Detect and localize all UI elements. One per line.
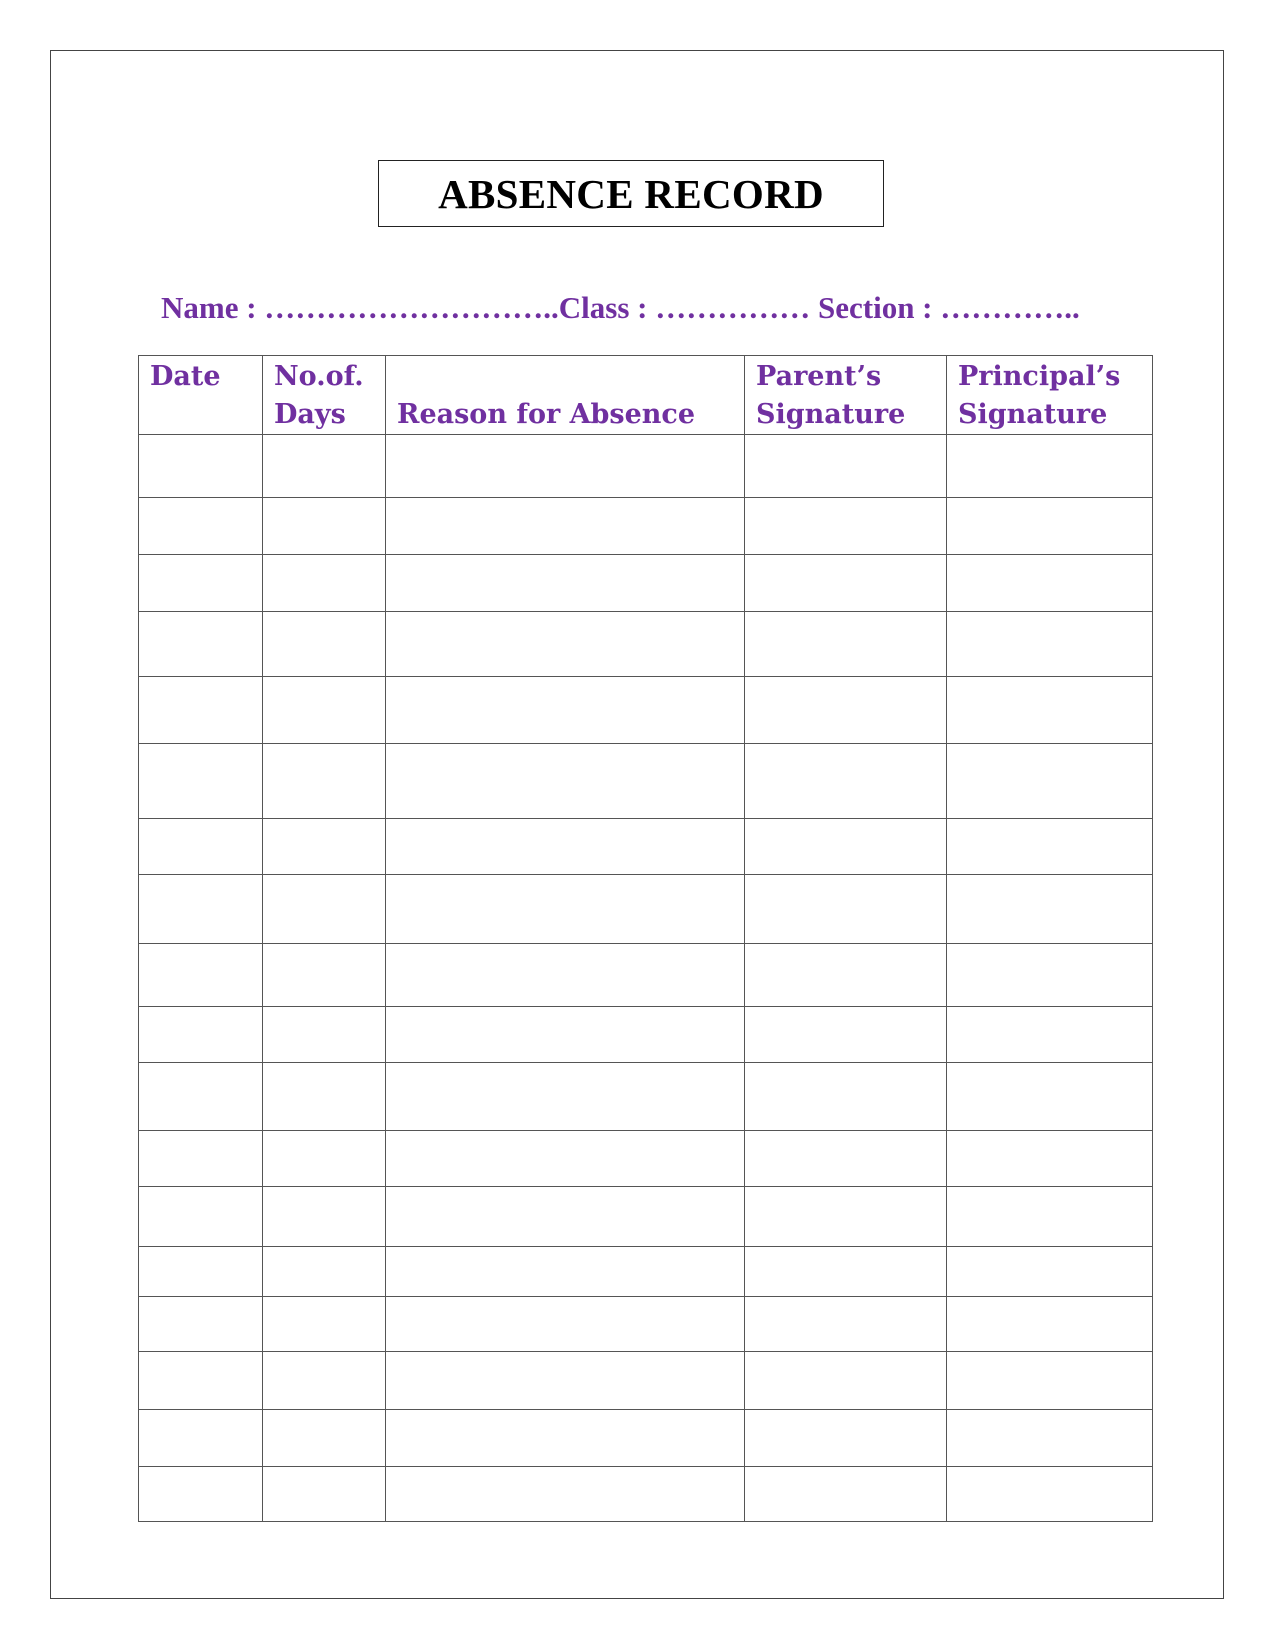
header-principal-signature: [947, 356, 1153, 435]
parent-signature-cell[interactable]: [745, 819, 947, 875]
header-days-line2: Days: [274, 399, 346, 430]
reason-cell[interactable]: [386, 944, 745, 1007]
reason-cell[interactable]: [386, 677, 745, 744]
table-row: [139, 435, 1153, 498]
reason-cell[interactable]: [386, 1131, 745, 1187]
principal-signature-cell[interactable]: [947, 1063, 1153, 1131]
principal-signature-cell[interactable]: [947, 1467, 1153, 1522]
table-row: [139, 1352, 1153, 1410]
parent-signature-cell[interactable]: [745, 435, 947, 498]
header-date-label: Date: [150, 361, 221, 392]
date-cell[interactable]: [139, 1467, 263, 1522]
header-reason-label: Reason for Absence: [397, 399, 696, 430]
principal-signature-cell[interactable]: [947, 555, 1153, 612]
date-cell[interactable]: [139, 1187, 263, 1247]
days-cell[interactable]: [263, 944, 386, 1007]
date-cell[interactable]: [139, 677, 263, 744]
table-row: [139, 1297, 1153, 1352]
name-label: Name :: [161, 290, 265, 325]
date-cell[interactable]: [139, 1297, 263, 1352]
header-reason: [386, 356, 745, 435]
principal-signature-cell[interactable]: [947, 612, 1153, 677]
days-cell[interactable]: [263, 498, 386, 555]
days-cell[interactable]: [263, 875, 386, 944]
parent-signature-cell[interactable]: [745, 1467, 947, 1522]
days-cell[interactable]: [263, 555, 386, 612]
parent-signature-cell[interactable]: [745, 875, 947, 944]
date-cell[interactable]: [139, 498, 263, 555]
date-cell[interactable]: [139, 819, 263, 875]
reason-cell[interactable]: [386, 744, 745, 819]
reason-cell[interactable]: [386, 819, 745, 875]
table-row: [139, 677, 1153, 744]
principal-signature-cell[interactable]: [947, 1131, 1153, 1187]
principal-signature-cell[interactable]: [947, 1352, 1153, 1410]
reason-cell[interactable]: [386, 1467, 745, 1522]
date-cell[interactable]: [139, 435, 263, 498]
date-cell[interactable]: [139, 1352, 263, 1410]
parent-signature-cell[interactable]: [745, 612, 947, 677]
name-field[interactable]: ………………………..: [264, 290, 559, 325]
reason-cell[interactable]: [386, 1187, 745, 1247]
principal-signature-cell[interactable]: [947, 435, 1153, 498]
table-row: [139, 612, 1153, 677]
header-parent-line2: Signature: [756, 399, 906, 430]
table-row: [139, 1187, 1153, 1247]
days-cell[interactable]: [263, 744, 386, 819]
principal-signature-cell[interactable]: [947, 819, 1153, 875]
table-row: [139, 555, 1153, 612]
table-row: [139, 819, 1153, 875]
table-row: [139, 875, 1153, 944]
header-parent-line1: Parent’s: [756, 361, 882, 392]
principal-signature-cell[interactable]: [947, 1247, 1153, 1297]
date-cell[interactable]: [139, 1063, 263, 1131]
table-row: [139, 944, 1153, 1007]
date-cell[interactable]: [139, 1247, 263, 1297]
parent-signature-cell[interactable]: [745, 744, 947, 819]
header-parent-signature: [745, 356, 947, 435]
parent-signature-cell[interactable]: [745, 944, 947, 1007]
table-row: [139, 1131, 1153, 1187]
principal-signature-cell[interactable]: [947, 744, 1153, 819]
reason-cell[interactable]: [386, 1297, 745, 1352]
section-label: Section :: [818, 290, 941, 325]
parent-signature-cell[interactable]: [745, 1247, 947, 1297]
parent-signature-cell[interactable]: [745, 1297, 947, 1352]
parent-signature-cell[interactable]: [745, 555, 947, 612]
reason-cell[interactable]: [386, 875, 745, 944]
date-cell[interactable]: [139, 612, 263, 677]
table-row: [139, 1063, 1153, 1131]
days-cell[interactable]: [263, 1297, 386, 1352]
reason-cell[interactable]: [386, 498, 745, 555]
header-principal-line1: Principal’s: [958, 361, 1121, 392]
parent-signature-cell[interactable]: [745, 1187, 947, 1247]
reason-cell[interactable]: [386, 612, 745, 677]
principal-signature-cell[interactable]: [947, 1007, 1153, 1063]
reason-cell[interactable]: [386, 435, 745, 498]
principal-signature-cell[interactable]: [947, 1410, 1153, 1467]
title-box: [378, 160, 884, 227]
reason-cell[interactable]: [386, 1007, 745, 1063]
section-field[interactable]: …………..: [940, 290, 1080, 325]
reason-cell[interactable]: [386, 1063, 745, 1131]
table-body: [139, 435, 1153, 1522]
reason-cell[interactable]: [386, 1247, 745, 1297]
days-cell[interactable]: [263, 1247, 386, 1297]
date-cell[interactable]: [139, 744, 263, 819]
days-cell[interactable]: [263, 612, 386, 677]
student-info-line: [161, 290, 1080, 326]
days-cell[interactable]: [263, 1467, 386, 1522]
parent-signature-cell[interactable]: [745, 498, 947, 555]
date-cell[interactable]: [139, 1007, 263, 1063]
absence-table: [138, 355, 1153, 1522]
table-row: [139, 498, 1153, 555]
date-cell[interactable]: [139, 555, 263, 612]
header-days: [263, 356, 386, 435]
table-header-row: [139, 356, 1153, 435]
days-cell[interactable]: [263, 819, 386, 875]
parent-signature-cell[interactable]: [745, 1063, 947, 1131]
date-cell[interactable]: [139, 1410, 263, 1467]
class-field[interactable]: ……………: [655, 290, 818, 325]
principal-signature-cell[interactable]: [947, 875, 1153, 944]
reason-cell[interactable]: [386, 1352, 745, 1410]
date-cell[interactable]: [139, 944, 263, 1007]
table-row: [139, 1467, 1153, 1522]
principal-signature-cell[interactable]: [947, 498, 1153, 555]
days-cell[interactable]: [263, 677, 386, 744]
days-cell[interactable]: [263, 1131, 386, 1187]
table-row: [139, 1410, 1153, 1467]
days-cell[interactable]: [263, 1410, 386, 1467]
page-title: ABSENCE RECORD: [438, 170, 824, 217]
parent-signature-cell[interactable]: [745, 1410, 947, 1467]
days-cell[interactable]: [263, 435, 386, 498]
table-row: [139, 1247, 1153, 1297]
days-cell[interactable]: [263, 1352, 386, 1410]
header-date: [139, 356, 263, 435]
parent-signature-cell[interactable]: [745, 677, 947, 744]
days-cell[interactable]: [263, 1007, 386, 1063]
parent-signature-cell[interactable]: [745, 1352, 947, 1410]
reason-cell[interactable]: [386, 555, 745, 612]
date-cell[interactable]: [139, 1131, 263, 1187]
principal-signature-cell[interactable]: [947, 677, 1153, 744]
parent-signature-cell[interactable]: [745, 1131, 947, 1187]
header-principal-line2: Signature: [958, 399, 1108, 430]
days-cell[interactable]: [263, 1063, 386, 1131]
table-row: [139, 1007, 1153, 1063]
table-row: [139, 744, 1153, 819]
principal-signature-cell[interactable]: [947, 944, 1153, 1007]
date-cell[interactable]: [139, 875, 263, 944]
principal-signature-cell[interactable]: [947, 1297, 1153, 1352]
days-cell[interactable]: [263, 1187, 386, 1247]
parent-signature-cell[interactable]: [745, 1007, 947, 1063]
class-label: Class :: [558, 290, 656, 325]
reason-cell[interactable]: [386, 1410, 745, 1467]
principal-signature-cell[interactable]: [947, 1187, 1153, 1247]
header-days-line1: No.of.: [274, 361, 364, 392]
